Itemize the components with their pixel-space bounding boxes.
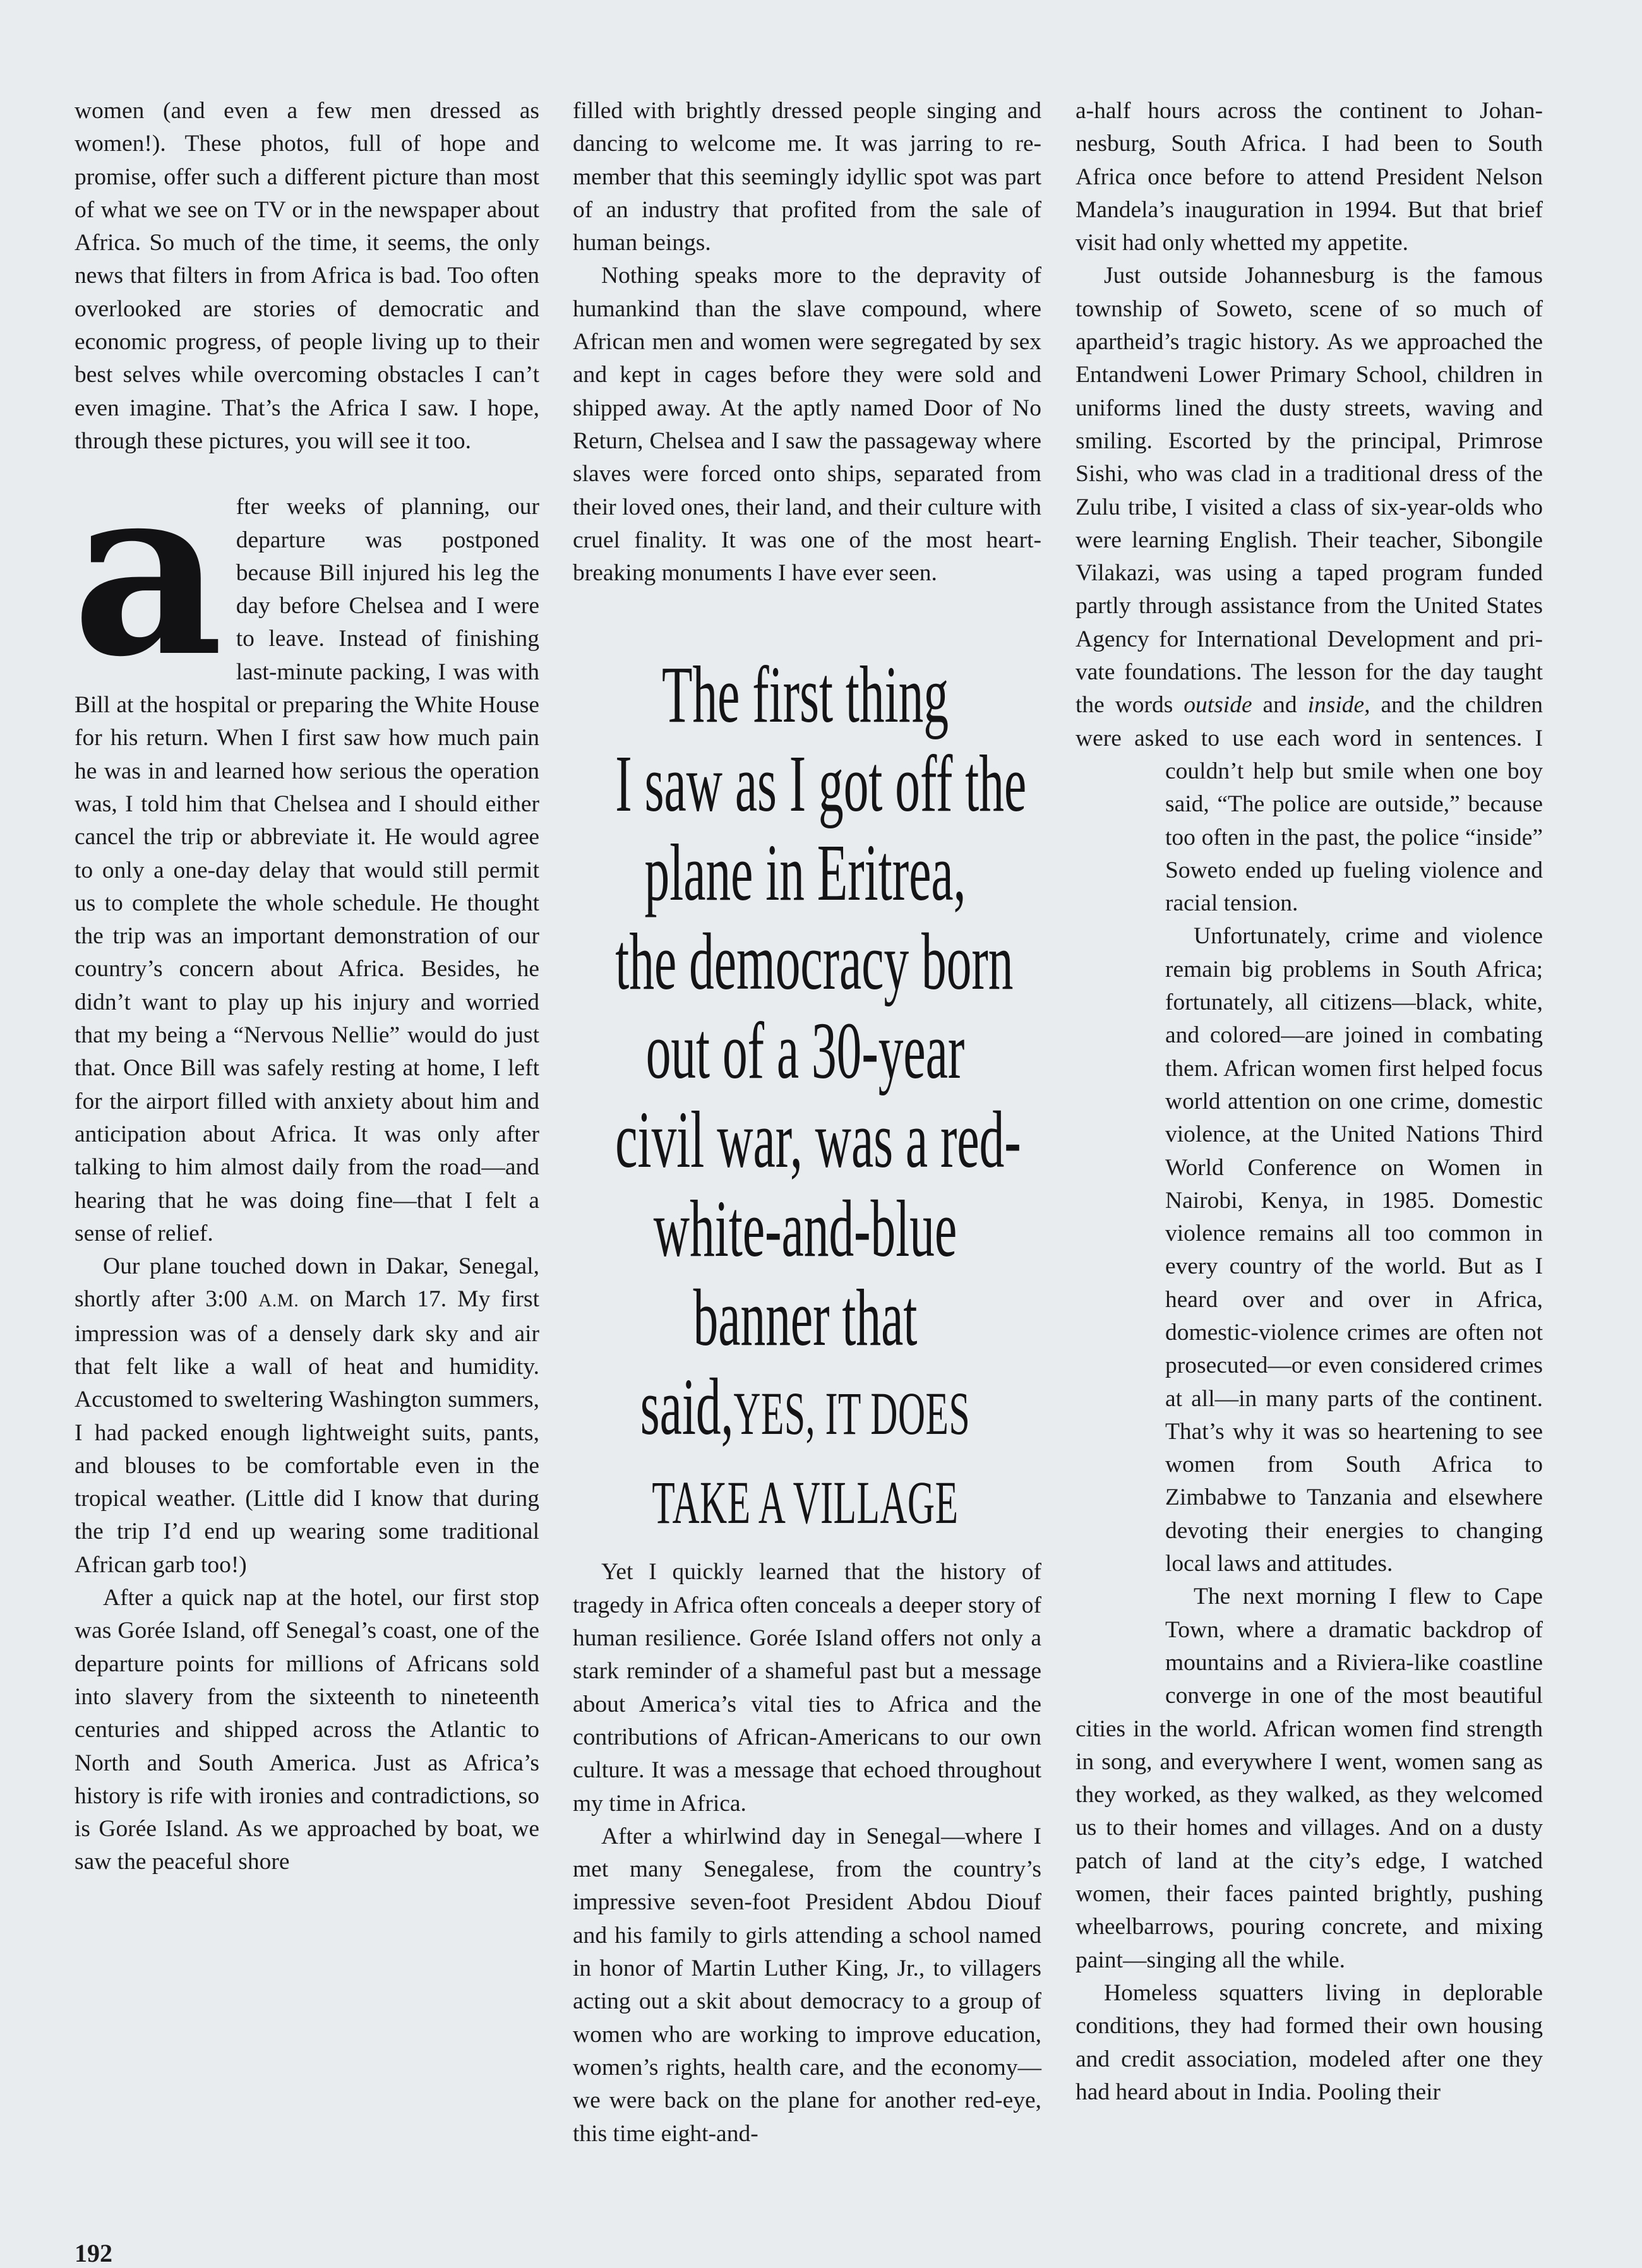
paragraph-text: and the children were asked to use each word in sentences. I couldn’t help but smile when one boy said, “The police are outside,” because too often in the past, the police “inside” Soweto ended up fueling violence and racial tension. (1076, 692, 1543, 917)
pull-quote-line: the democracy born (615, 917, 1014, 1006)
pull-quote-text: said, (640, 1362, 734, 1452)
paragraph: a-half hours across the continent to Johannesburg, South Africa. I had been to South Africa once before to attend President Nelson Mandela’s inauguration in 1994. But that brief visit had only whetted my appetite. (1076, 98, 1543, 256)
paragraph: filled with brightly dressed people singing and dancing to welcome me. It was jarring to remember that this seemingly idyllic spot was part of an industry that profited from the sale of human beings. (573, 98, 1041, 256)
small-caps-text: A.M. (258, 1291, 299, 1311)
pull-quote (499, 650, 1112, 1547)
paragraph-text: Our plane touched down in Dakar, Senegal, shortly after 3:00 (75, 1253, 539, 1313)
column-1 (72, 95, 540, 1879)
paragraph-text: Just outside Johannesburg is the famous township of Soweto, scene of so much of apartheid’s tragic history. As we approached the Entandweni Lower Primary School, children in uniforms lined the dusty streets, waving and smiling. Escorted by the principal, Primrose Sishi, who was clad in a traditional dress of the Zulu tribe, I visited a class of six-year-olds who were learning English. Their teacher, Sibongile Vilakazi, was using a taped program funded partly through assistance from the United States Agency for International Development and private foundations. The lesson for the day taught the words (1076, 263, 1543, 719)
pull-quote-line: I saw as I got off the (615, 739, 1027, 828)
pull-quote-line: out of a 30-year (645, 1006, 965, 1095)
paragraph-text: fter weeks of planning, our departure was postponed because Bill injured his leg the day before Chelsea and I were to leave. Instead of finishing last-minute packing, I was with Bill at the hospital or preparing the White House for his return. When I first saw how much pain he was in and learned how serious the operation was, I told him that Chelsea and I should either cancel the trip or abbreviate it. He would agree to only a one-day delay that would still permit us to complete the whole schedule. He thought the trip was an important demonstration of our country’s concern about Africa. Besides, he didn’t want to play up his injury and worried that my being a “Nervous Nellie” would do just that. Once Bill was safely resting at home, I left for the airport filled with anxiety about him and anticipation about Africa. It was only after talking to him almost daily from the road—and hearing that he was doing fine—that I felt a sense of relief. (75, 494, 539, 1246)
paragraph (75, 1250, 539, 1582)
pull-quote-line: plane in Eritrea, (644, 828, 966, 917)
paragraph-text: and (1262, 692, 1297, 719)
italic-word: inside, (1307, 692, 1370, 719)
paragraph-with-drop-cap (72, 434, 539, 1250)
pull-quote-line (615, 1363, 995, 1458)
drop-cap: a (72, 434, 224, 709)
pull-quote-wrap-spacer (1076, 777, 1165, 1686)
page-number: 192 (75, 2239, 112, 2267)
pull-quote-line: civil war, was a red- (615, 1095, 1021, 1185)
paragraph: The next morning I flew to Cape Town, where a dramatic backdrop of mountains and a Riviera-like coastline converge in one of the most beautiful cities in the world. African women find strength in song, and everywhere I went, women sang as they worked, as they walked, as they welcomed us to their homes and villages. And on a dusty patch of land at the city’s edge, I watched women, their faces painted brightly, pushing wheelbarrows, pouring concrete, and mixing paint—singing all the while. (1076, 1584, 1543, 1973)
italic-word: outside (1184, 692, 1252, 719)
paragraph: Unfortunately, crime and violence remain big problems in South Africa; fortunately, all citizens—black, white, and colored—are joined in combating them. African women first helped focus world attention on one crime, domestic violence, at the United Nations Third World Conference on Women in Nairobi, Kenya, in 1985. Domestic violence remains all too common in every country of the world. But as I heard over and over in Africa, domestic-violence crimes are often not prosecuted—or even considered crimes at all—in many parts of the continent. That’s why it was so heartening to see women from South Africa to Zimbabwe to Tanzania and elsewhere devoting their energies to changing local laws and attitudes. (1165, 923, 1543, 1577)
paragraph: After a quick nap at the hotel, our first stop was Gorée Island, off Senegal’s coast, one of the departure points for millions of Africans sold into slavery from the sixteenth to nineteenth centuries and shipped across the Atlantic to North and South America. Just as Africa’s history is rife with ironies and contradictions, so is Gorée Island. As we approached by boat, we saw the peaceful shore (75, 1585, 539, 1875)
paragraph: After a whirlwind day in Senegal—where I met many Senegalese, from the country’s impressive seven-foot President Abdou Diouf and his family to girls attending a school named in honor of Martin Luther King, Jr., to villagers acting out a skit about democracy to a group of women who are working to improve education, women’s rights, health care, and the economy—we were back on the plane for another red-eye, this time eight-and- (573, 1823, 1041, 2147)
pull-quote-caps: YES, IT DOES (733, 1380, 971, 1447)
column-3 (1076, 95, 1543, 2109)
paragraph: Nothing speaks more to the depravity of humankind than the slave compound, where African men and women were segregated by sex and kept in cages before they were sold and shipped away. At the aptly named Door of No Return, Chelsea and I saw the passageway where slaves were forced onto ships, separated from their loved ones, their land, and their culture with cruel finality. It was one of the most heartbreaking monuments I have ever seen. (573, 263, 1041, 587)
pull-quote-line: TAKE A VILLAGE (652, 1469, 959, 1536)
paragraph: Homeless squatters living in deplorable conditions, they had formed their own housing and credit association, modeled after one they had heard about in India. Pooling their (1076, 1979, 1543, 2105)
pull-quote-line: white-and-blue (653, 1184, 957, 1274)
paragraph: Yet I quickly learned that the history of tragedy in Africa often conceals a deeper story of human resilience. Gorée Island offers not only a stark reminder of a shameful past but a message about America’s vital ties to Africa and the contributions of African-Americans to our own culture. It was a message that echoed throughout my time in Africa. (573, 1559, 1041, 1817)
pull-quote-line: banner that (693, 1273, 918, 1363)
paragraph: women (and even a few men dressed as women!). These photos, full of hope and promise, offer such a different picture than most of what we see on TV or in the newspaper about Africa. So much of the time, it seems, the only news that filters in from Africa is bad. Too often overlooked are stories of democratic and economic progress, of people living up to their best selves while overcoming obstacles I can’t even imagine. That’s the Africa I saw. I hope, through these pictures, you will see it too. (75, 98, 539, 454)
paragraph-text: on March 17. My first impression was of a densely dark sky and air that felt like a wall of heat and humidity. Accustomed to sweltering Washington summers, I had packed enough lightweight suits, pants, and blouses to be comfortable even in the tropical weather. (Little did I know that during the trip I’d end up wearing some traditional African garb too!) (75, 1286, 540, 1578)
pull-quote-line: The first thing (661, 650, 949, 739)
